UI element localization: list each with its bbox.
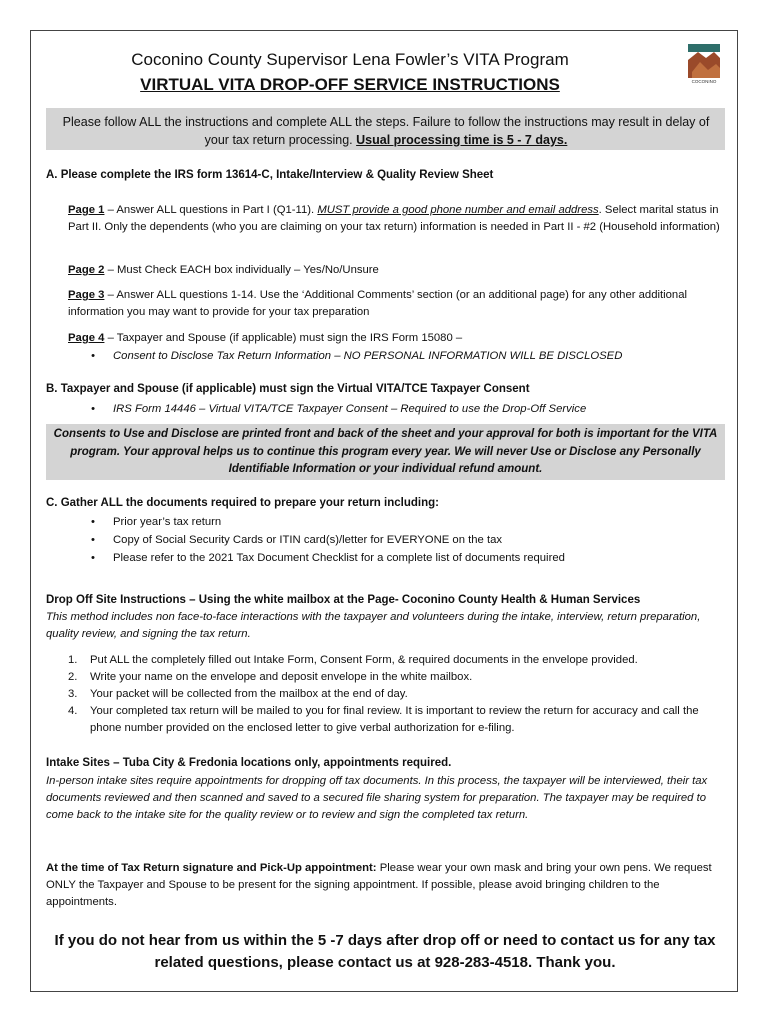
document-title: VIRTUAL VITA DROP-OFF SERVICE INSTRUCTIONS	[140, 75, 560, 94]
list-item: • Consent to Disclose Tax Return Information – NO PERSONAL INFORMATION WILL BE DISCLOSED	[113, 348, 733, 365]
section-b-heading: B. Taxpayer and Spouse (if applicable) must sign the Virtual VITA/TCE Taxpayer Consent	[46, 383, 530, 395]
coconino-county-logo	[686, 42, 722, 90]
list-item: 4. Your completed tax return will be mailed to you for final review. It is important to review the return for accuracy and call the phone number provided on the enclosed letter to give verbal authorization for e-filing.	[68, 705, 699, 734]
list-item: • Please refer to the 2021 Tax Document Checklist for a complete list of documents required	[113, 550, 733, 567]
instructions-banner	[54, 113, 718, 149]
intake-heading: Intake Sites – Tuba City & Fredonia locations only, appointments required.	[46, 757, 452, 769]
dropoff-heading: Drop Off Site Instructions – Using the white mailbox at the Page- Coconino County Health & Human Services	[46, 594, 641, 606]
program-title: Coconino County Supervisor Lena Fowler’s VITA Program	[131, 50, 569, 69]
page3-label: Page 3	[68, 289, 105, 301]
list-item: 1. Put ALL the completely filled out Intake Form, Consent Form, & required documents in the envelope provided.	[68, 654, 638, 666]
section-c-heading: C. Gather ALL the documents required to prepare your return including:	[46, 497, 439, 509]
page1-label: Page 1	[68, 204, 105, 216]
svg-text:COCONINO: COCONINO	[691, 79, 717, 84]
list-item: • IRS Form 14446 – Virtual VITA/TCE Taxpayer Consent – Required to use the Drop-Off Service	[113, 401, 733, 418]
signature-instructions: At the time of Tax Return signature and Pick-Up appointment: Please wear your own mask and bring your own pens. We request ONLY the Taxpayer and Spouse to be present for the signing appointment. If possible, please avoid bringing children to the appointments.	[46, 862, 712, 908]
intake-text: In-person intake sites require appointments for dropping off tax documents. In this process, the taxpayer will be interviewed, their tax documents reviewed and then scanned and saved to a secured file sharing system for preparation. The taxpayer may be required to come back to the intake site for the quality review or to review and sign the completed tax return.	[46, 775, 708, 821]
page2-label: Page 2	[68, 264, 105, 276]
list-item: • Prior year’s tax return	[113, 514, 733, 531]
must-provide-note: MUST provide a good phone number and email address	[317, 204, 599, 216]
page1-instructions: Page 1 – Answer ALL questions in Part I (Q1-11). MUST provide a good phone number and email address. Select marital status in Part II. Only the dependents (who you are claiming on your tax return) information is needed in Part II - #2 (Household information)	[68, 204, 720, 233]
list-item: • Copy of Social Security Cards or ITIN card(s)/letter for EVERYONE on the tax	[113, 532, 733, 549]
page4-instructions: Page 4 – Taxpayer and Spouse (if applicable) must sign the IRS Form 15080 –	[68, 332, 463, 344]
section-a-heading: A. Please complete the IRS form 13614-C, Intake/Interview & Quality Review Sheet	[46, 169, 494, 181]
list-item: 2. Write your name on the envelope and deposit envelope in the white mailbox.	[68, 671, 473, 683]
signature-lead: At the time of Tax Return signature and Pick-Up appointment:	[46, 862, 377, 874]
page4-label: Page 4	[68, 332, 105, 344]
dropoff-intro: This method includes non face-to-face interactions with the taxpayer and volunteers during the intake, interview, return preparation, quality review, and signing the tax return.	[46, 611, 701, 640]
processing-time: Usual processing time is 5 - 7 days.	[356, 133, 568, 147]
closing-message: If you do not hear from us within the 5 -7 days after drop off or need to contact us for any tax related questions, please contact us at 928-283-4518. Thank you.	[54, 932, 716, 971]
page2-instructions: Page 2 – Must Check EACH box individually – Yes/No/Unsure	[68, 264, 379, 276]
page3-instructions: Page 3 – Answer ALL questions 1-14. Use the ‘Additional Comments’ section (or an additional page) for any other additional information you may want to provide for your tax preparation	[68, 289, 687, 318]
consent-note: Consents to Use and Disclose are printed front and back of the sheet and your approval for both is important for the VITA program. Your approval helps us to continue this program every year. We will never Use or Disclose any Personally Identifiable Information or your individual refund amount.	[53, 428, 718, 475]
banner-text: Please follow ALL the instructions and complete ALL the steps. Failure to follow the instructions may result in delay of your tax return processing.	[62, 115, 710, 147]
list-item: 3. Your packet will be collected from the mailbox at the end of day.	[68, 688, 408, 700]
